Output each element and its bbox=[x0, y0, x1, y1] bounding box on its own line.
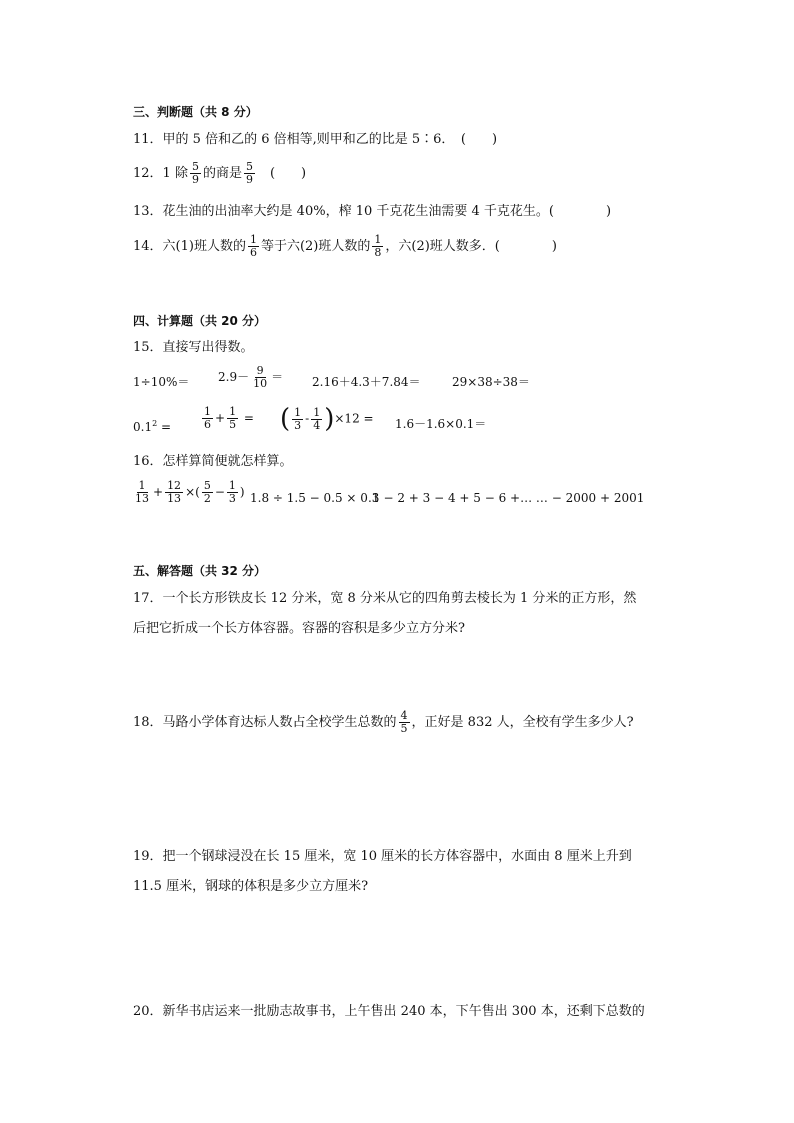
section-3-heading: 三、判断题（共 8 分） bbox=[133, 105, 258, 119]
fraction: $\frac{1}{6}$ bbox=[249, 233, 257, 259]
question-12: 12．1 除 $\frac{5}{9}$ 的商是 $\frac{5}{9}$ ( ) bbox=[133, 160, 307, 186]
fraction: $\frac{9}{10}$ bbox=[253, 364, 268, 390]
calc-2-4: 1.6－1.6×0.1＝ bbox=[395, 417, 487, 431]
question-18: 18．马路小学体育达标人数占全校学生总数的 $\frac{4}{5}$ ，正好是 832 人，全校有学生多少人? bbox=[133, 709, 634, 735]
question-19-line-1: 19．把一个钢球浸没在长 15 厘米，宽 10 厘米的长方体容器中，水面由 8 厘米上升到 bbox=[133, 849, 632, 864]
fraction: $\frac{5}{9}$ bbox=[191, 160, 199, 186]
fraction: $\frac{1}{6}$ bbox=[204, 405, 211, 431]
calc-1-2: 2.9－ $\frac{9}{10}$ ＝ bbox=[218, 364, 284, 390]
fraction: $\frac{1}{5}$ bbox=[229, 405, 237, 431]
fraction: $\frac{5}{2}$ bbox=[203, 479, 211, 505]
question-11: 11．甲的 5 倍和乙的 6 倍相等,则甲和乙的比是 5∶6． ( ) bbox=[133, 132, 498, 147]
fraction: $\frac{1}{13}$ bbox=[135, 479, 149, 505]
calc-1-1: 1÷10%＝ bbox=[133, 375, 190, 389]
left-paren: ( bbox=[280, 404, 291, 434]
fraction: $\frac{1}{4}$ bbox=[313, 405, 321, 432]
question-16: 16．怎样算简便就怎样算。 bbox=[133, 454, 293, 469]
fraction: $\frac{4}{5}$ bbox=[400, 709, 408, 735]
fraction: $\frac{1}{8}$ bbox=[374, 233, 382, 259]
section-4-heading: 四、计算题（共 20 分） bbox=[133, 314, 267, 328]
right-paren: ) bbox=[324, 404, 335, 434]
question-17-line-1: 17．一个长方形铁皮长 12 分米，宽 8 分米从它的四角剪去棱长为 1 分米的正方形，然 bbox=[133, 591, 637, 606]
fraction: $\frac{1}{3}$ bbox=[228, 479, 236, 505]
section-5-heading: 五、解答题（共 32 分） bbox=[133, 564, 267, 578]
question-20: 20．新华书店运来一批励志故事书，上午售出 240 本，下午售出 300 本，还剩下总数的 bbox=[133, 1004, 645, 1019]
calc-1-3: 2.16＋4.3＋7.84＝ bbox=[312, 375, 421, 389]
simplify-1: $\frac{1}{13}$ + $\frac{12}{13}$ ×( $\frac{5}{2}$ − $\frac{1}{3}$ ) bbox=[135, 479, 245, 505]
calc-2-3: ( $\frac{1}{3}$ - $\frac{1}{4}$ )×12 = bbox=[280, 404, 374, 434]
simplify-3: 1 − 2 + 3 − 4 + 5 − 6 +… … − 2000 + 2001 bbox=[372, 491, 645, 505]
calc-1-4: 29×38÷38＝ bbox=[452, 375, 530, 389]
fraction: $\frac{5}{9}$ bbox=[245, 160, 253, 186]
question-19-line-2: 11.5 厘米，钢球的体积是多少立方厘米? bbox=[133, 879, 369, 894]
calc-2-1: $0.1^2$ = bbox=[133, 419, 172, 434]
calc-2-2: $\frac{1}{6}$ + $\frac{1}{5}$ = bbox=[204, 405, 254, 431]
question-15: 15．直接写出得数。 bbox=[133, 340, 254, 355]
question-14: 14．六(1)班人数的 $\frac{1}{6}$ 等于六(2)班人数的 $\frac{1}{8}$ ，六(2)班人数多．( ) bbox=[133, 233, 557, 259]
question-13: 13．花生油的出油率大约是 40%，榨 10 千克花生油需要 4 千克花生。( ) bbox=[133, 204, 612, 219]
fraction: $\frac{12}{13}$ bbox=[167, 479, 182, 505]
question-17-line-2: 后把它折成一个长方体容器。容器的容积是多少立方分米? bbox=[133, 621, 465, 636]
fraction: $\frac{1}{3}$ bbox=[294, 405, 302, 432]
simplify-2: 1.8 ÷ 1.5 − 0.5 × 0.3 bbox=[250, 491, 380, 505]
